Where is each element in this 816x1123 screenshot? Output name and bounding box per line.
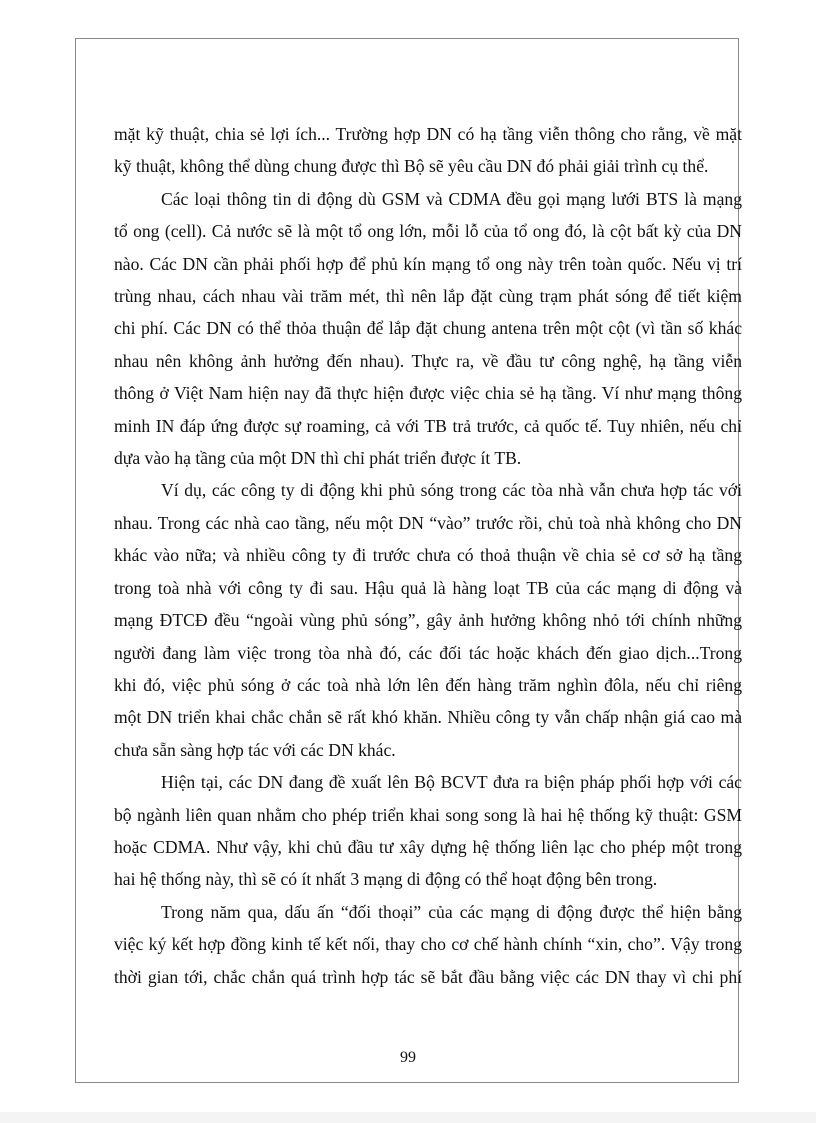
text-line: chưa sẵn sàng hợp tác với các DN khác. (114, 739, 396, 760)
text-line: dựa vào hạ tầng của một DN thì chỉ phát triển được ít TB. (114, 448, 522, 469)
paragraph (114, 896, 742, 993)
text-line: nào. Các DN cần phải phối hợp để phủ kín mạng tổ ong này trên toàn quốc. Nếu vị trí (114, 253, 742, 274)
text-line: thời gian tới, chắc chắn quá trình hợp tác sẽ bắt đầu bằng việc các DN thay vì chi phí (114, 966, 742, 987)
text-line: Trong năm qua, dấu ấn “đối thoại” của các mạng di động được thể hiện bằng (161, 901, 742, 922)
text-line: chi phí. Các DN có thể thỏa thuận để lắp đặt chung antena trên một cột (vì tần số khác (114, 318, 742, 339)
text-line: Ví dụ, các công ty di động khi phủ sóng trong các tòa nhà vẫn chưa hợp tác với (161, 480, 742, 501)
text-line: thông ở Việt Nam hiện nay đã thực hiện được việc chia sẻ hạ tầng. Ví như mạng thông (114, 383, 742, 404)
bottom-edge-strip (0, 1112, 816, 1123)
text-line: bộ ngành liên quan nhằm cho phép triển khai song song là hai hệ thống kỹ thuật: GSM (114, 804, 742, 825)
page-number: 99 (400, 1049, 416, 1066)
text-line: khi đó, việc phủ sóng ở các toà nhà lớn lên đến hàng trăm nghìn đôla, nếu chỉ riêng (114, 674, 742, 695)
document-body (114, 118, 742, 993)
text-line: một DN triển khai chắc chắn sẽ rất khó khăn. Nhiều công ty vẫn chấp nhận giá cao mà (114, 707, 742, 728)
text-line: khác vào nữa; và nhiều công ty đi trước chưa có thoả thuận về chia sẻ cơ sở hạ tầng (114, 545, 742, 566)
text-line: mặt kỹ thuật, chia sẻ lợi ích... Trường hợp DN có hạ tầng viễn thông cho rằng, về mặt (114, 124, 742, 144)
text-line: hoặc CDMA. Như vậy, khi chủ đầu tư xây dựng hệ thống liên lạc cho phép một trong (114, 836, 742, 857)
text-line: kỹ thuật, không thể dùng chung được thì Bộ sẽ yêu cầu DN đó phải giải trình cụ thể. (114, 156, 709, 177)
text-line: tổ ong (cell). Cả nước sẽ là một tổ ong lớn, mỗi lỗ của tổ ong đó, là cột bất kỳ của DN (114, 221, 742, 242)
text-line: nhau nên không ảnh hưởng đến nhau). Thực ra, về đầu tư công nghệ, hạ tầng viễn (114, 350, 742, 371)
paragraph (114, 766, 742, 896)
paragraph (114, 474, 742, 766)
text-line: mạng ĐTCĐ đều “ngoài vùng phủ sóng”, gây ảnh hưởng không nhỏ tới chính những (114, 610, 742, 631)
text-line: việc ký kết hợp đồng kinh tế kết nối, thay cho cơ chế hành chính “xin, cho”. Vậy trong (114, 934, 742, 955)
paragraph (114, 183, 742, 475)
text-line: Các loại thông tin di động dù GSM và CDMA đều gọi mạng lưới BTS là mạng (161, 188, 742, 209)
text-line: Hiện tại, các DN đang đề xuất lên Bộ BCVT đưa ra biện pháp phối hợp với các (161, 772, 742, 793)
text-line: hai hệ thống này, thì sẽ có ít nhất 3 mạng di động có thể hoạt động bên trong. (114, 869, 658, 890)
text-line: người đang làm việc trong tòa nhà đó, các đối tác hoặc khách đến giao dịch...Trong (114, 642, 742, 663)
text-line: nhau. Trong các nhà cao tầng, nếu một DN “vào” trước rồi, chủ toà nhà không cho DN (114, 512, 742, 533)
paragraph (114, 118, 742, 183)
text-line: minh IN đáp ứng được sự roaming, cả với TB trả trước, cả quốc tế. Tuy nhiên, nếu chỉ (114, 415, 742, 436)
text-line: trùng nhau, cách nhau vài trăm mét, thì nên lắp đặt cùng trạm phát sóng để tiết kiệm (114, 286, 742, 307)
text-line: trong toà nhà với công ty đi sau. Hậu quả là hàng loạt TB của các mạng di động và (114, 577, 742, 598)
